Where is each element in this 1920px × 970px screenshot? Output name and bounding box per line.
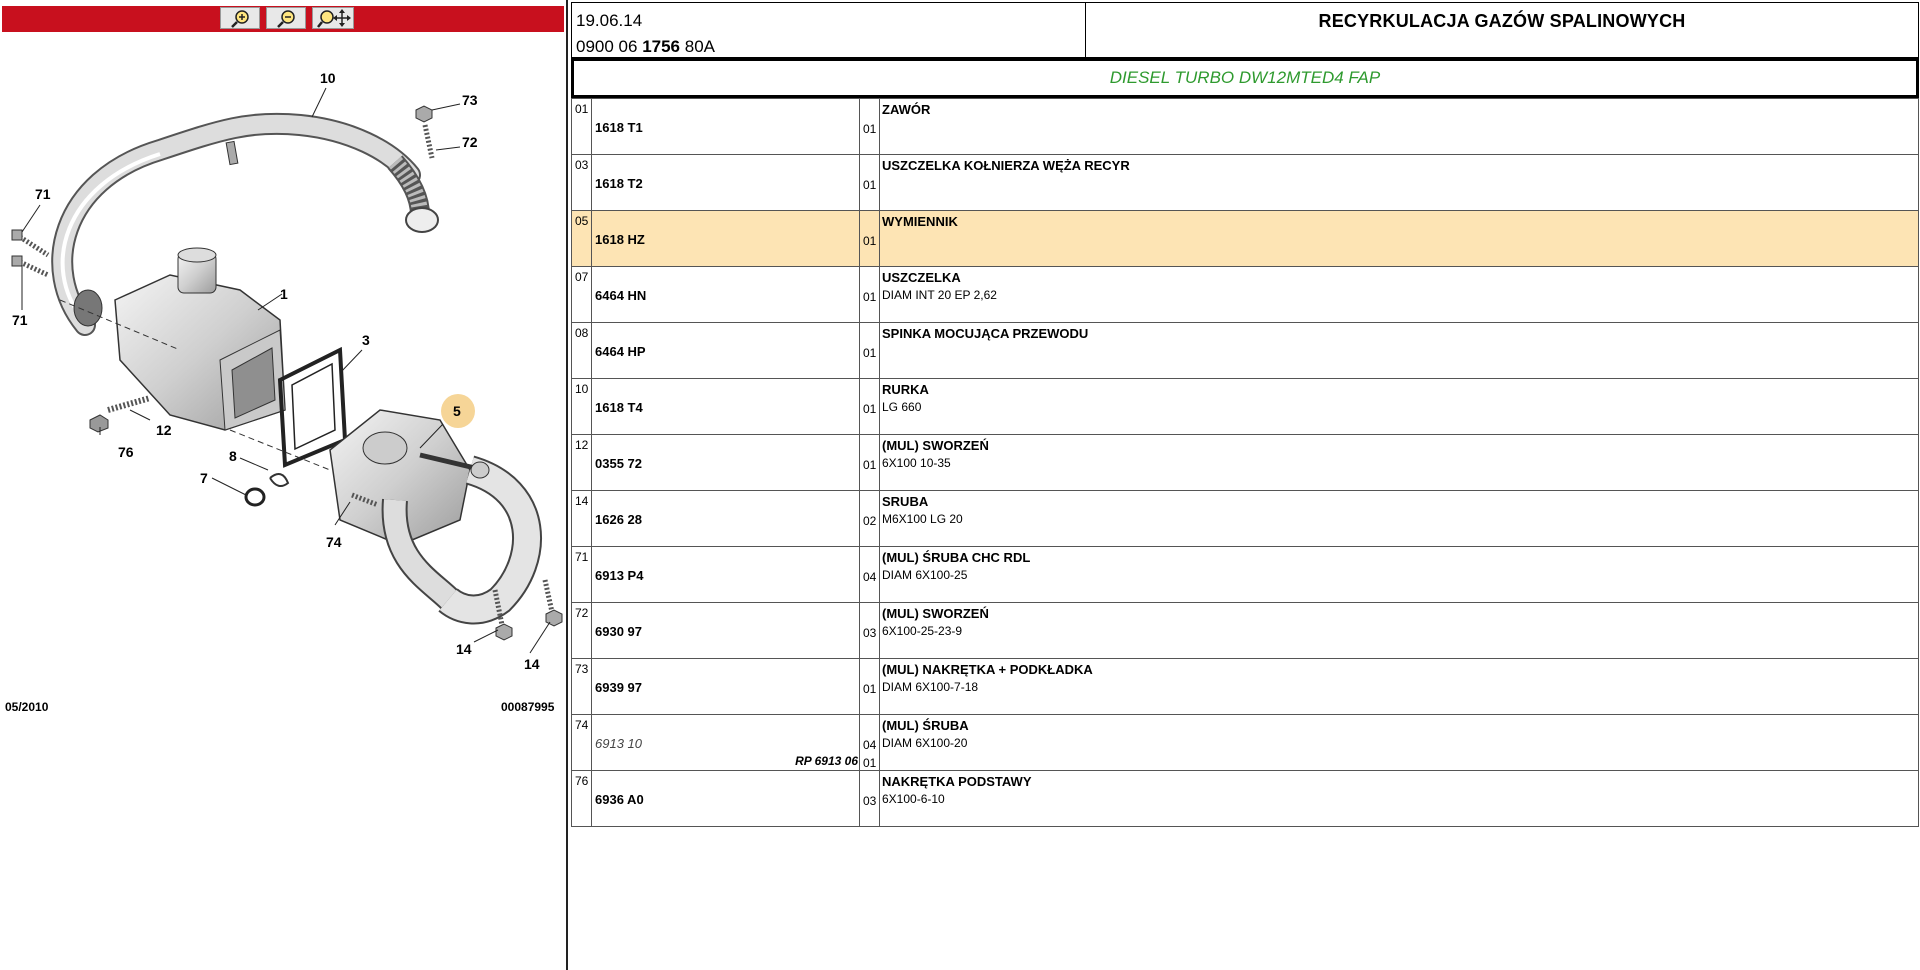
cell-quantity (860, 659, 880, 715)
part-reference[interactable]: 1626 28 (595, 512, 642, 527)
part-name: NAKRĘTKA PODSTAWY (882, 774, 1032, 789)
callout-73[interactable]: 73 (462, 92, 478, 108)
cell-description (880, 603, 1919, 659)
part-name: (MUL) ŚRUBA CHC RDL (882, 550, 1031, 565)
part-spec: 6X100-25-23-9 (882, 624, 963, 638)
table-row[interactable] (572, 659, 1919, 715)
cell-reference[interactable] (592, 771, 860, 827)
quantity: 04 (863, 738, 877, 752)
part-reference[interactable]: 1618 T1 (595, 120, 643, 135)
cell-quantity (860, 211, 880, 267)
callout-5[interactable]: 5 (453, 403, 461, 419)
table-row[interactable] (572, 99, 1919, 155)
callout-12[interactable]: 12 (156, 422, 172, 438)
part-spec: DIAM 6X100-20 (882, 736, 968, 750)
cell-quantity (860, 435, 880, 491)
part-reference[interactable]: 6464 HP (595, 344, 646, 359)
cell-quantity (860, 491, 880, 547)
cell-reference[interactable] (592, 715, 860, 771)
part-reference[interactable]: 6913 10 (595, 736, 642, 751)
cell-description (880, 659, 1919, 715)
table-row[interactable] (572, 435, 1919, 491)
table-row[interactable] (572, 603, 1919, 659)
zoom-in-button[interactable] (220, 7, 260, 29)
cell-reference[interactable] (592, 267, 860, 323)
part-reference[interactable]: 1618 HZ (595, 232, 645, 247)
cell-position (572, 379, 592, 435)
callout-76[interactable]: 76 (118, 444, 134, 460)
table-row[interactable] (572, 211, 1919, 267)
part-name: (MUL) ŚRUBA (882, 718, 969, 733)
callout-74[interactable]: 74 (326, 534, 342, 550)
cell-position (572, 715, 592, 771)
quantity: 01 (863, 402, 877, 416)
position-number: 01 (575, 102, 589, 116)
part-name: WYMIENNIK (882, 214, 958, 229)
cell-reference[interactable] (592, 155, 860, 211)
parts-pane (570, 0, 1920, 970)
part-name: (MUL) SWORZEŃ (882, 606, 989, 621)
quantity: 01 (863, 346, 877, 360)
cell-description (880, 715, 1919, 771)
position-number: 14 (575, 494, 589, 508)
pan-button[interactable] (312, 7, 354, 29)
header-meta (572, 3, 1086, 57)
callout-3[interactable]: 3 (362, 332, 370, 348)
zoom-pan-icon (313, 8, 353, 28)
part-name: ZAWÓR (882, 102, 931, 117)
cell-quantity (860, 603, 880, 659)
callout-71[interactable]: 71 (35, 186, 51, 202)
cell-quantity (860, 715, 880, 771)
part-name: (MUL) NAKRĘTKA + PODKŁADKA (882, 662, 1093, 677)
cell-quantity (860, 379, 880, 435)
cell-quantity (860, 155, 880, 211)
part-name: USZCZELKA KOŁNIERZA WĘŻA RECYR (882, 158, 1130, 173)
part-reference[interactable]: 6464 HN (595, 288, 647, 303)
table-row[interactable] (572, 379, 1919, 435)
position-number: 05 (575, 214, 589, 228)
diagram-code: 00087995 (501, 700, 555, 714)
header-reference (576, 37, 715, 57)
cell-reference[interactable] (592, 323, 860, 379)
position-number: 72 (575, 606, 589, 620)
part-spec: DIAM INT 20 EP 2,62 (882, 288, 997, 302)
callout-14[interactable]: 14 (456, 641, 472, 657)
quantity: 02 (863, 514, 877, 528)
ref-suffix: 80A (684, 37, 715, 56)
cell-quantity (860, 547, 880, 603)
table-row[interactable] (572, 155, 1919, 211)
cell-position (572, 659, 592, 715)
quantity: 01 (863, 234, 877, 248)
cell-description (880, 547, 1919, 603)
part-reference[interactable]: 6939 97 (595, 680, 642, 695)
part-spec: LG 660 (882, 400, 922, 414)
cell-description (880, 379, 1919, 435)
zoom-in-icon (221, 8, 259, 28)
callout-1[interactable]: 1 (280, 286, 288, 302)
callout-14[interactable]: 14 (524, 656, 540, 672)
exploded-parts-diagram (0, 40, 568, 700)
zoom-out-icon (267, 8, 305, 28)
diagram-toolbar (2, 6, 564, 32)
cell-position (572, 99, 592, 155)
cell-quantity (860, 267, 880, 323)
cell-quantity (860, 323, 880, 379)
cell-position (572, 211, 592, 267)
cell-position (572, 155, 592, 211)
cell-reference[interactable] (592, 491, 860, 547)
cell-description (880, 99, 1919, 155)
parts-table (571, 98, 1919, 827)
cell-reference[interactable] (592, 547, 860, 603)
quantity: 03 (863, 626, 877, 640)
table-row[interactable] (572, 715, 1919, 771)
part-spec: 6X100-6-10 (882, 792, 945, 806)
part-spec: 6X100 10-35 (882, 456, 951, 470)
callout-10[interactable]: 10 (320, 70, 336, 86)
cell-position (572, 323, 592, 379)
ref-prefix: 0900 06 (576, 37, 638, 56)
part-name: SRUBA (882, 494, 929, 509)
table-row[interactable] (572, 267, 1919, 323)
position-number: 07 (575, 270, 589, 284)
callout-72[interactable]: 72 (462, 134, 478, 150)
part-name: SPINKA MOCUJĄCA PRZEWODU (882, 326, 1089, 341)
cell-position (572, 491, 592, 547)
position-number: 71 (575, 550, 589, 564)
ref-bold: 1756 (642, 37, 681, 56)
cell-reference[interactable] (592, 211, 860, 267)
quantity: 01 (863, 682, 877, 696)
part-name: RURKA (882, 382, 929, 397)
cell-description (880, 211, 1919, 267)
table-row[interactable] (572, 547, 1919, 603)
position-number: 03 (575, 158, 589, 172)
position-number: 10 (575, 382, 589, 396)
part-name: USZCZELKA (882, 270, 961, 285)
cell-description (880, 323, 1919, 379)
engine-model: DIESEL TURBO DW12MTED4 FAP (571, 58, 1919, 98)
cell-description (880, 491, 1919, 547)
part-spec: M6X100 LG 20 (882, 512, 963, 526)
part-reference[interactable]: 1618 T4 (595, 400, 643, 415)
cell-reference[interactable] (592, 379, 860, 435)
cell-reference[interactable] (592, 603, 860, 659)
callout-8[interactable]: 8 (229, 448, 237, 464)
quantity: 01 (863, 122, 877, 136)
part-reference[interactable]: 6913 P4 (595, 568, 644, 583)
cell-reference[interactable] (592, 99, 860, 155)
page-header (571, 2, 1919, 58)
zoom-out-button[interactable] (266, 7, 306, 29)
replacement-quantity: 01 (863, 756, 877, 770)
cell-position (572, 771, 592, 827)
position-number: 74 (575, 718, 589, 732)
cell-position (572, 603, 592, 659)
part-spec: DIAM 6X100-25 (882, 568, 968, 582)
callout-7[interactable]: 7 (200, 470, 208, 486)
cell-quantity (860, 99, 880, 155)
table-row[interactable] (572, 491, 1919, 547)
quantity: 01 (863, 290, 877, 304)
table-row[interactable] (572, 771, 1919, 827)
position-number: 73 (575, 662, 589, 676)
page-title: RECYRKULACJA GAZÓW SPALINOWYCH (1318, 11, 1686, 31)
position-number: 12 (575, 438, 589, 452)
position-number: 76 (575, 774, 589, 788)
header-date: 19.06.14 (576, 11, 643, 30)
quantity: 03 (863, 794, 877, 808)
part-reference[interactable]: 1618 T2 (595, 176, 643, 191)
cell-description (880, 771, 1919, 827)
cell-description (880, 435, 1919, 491)
position-number: 08 (575, 326, 589, 340)
quantity: 01 (863, 458, 877, 472)
cell-reference[interactable] (592, 435, 860, 491)
part-reference[interactable]: 0355 72 (595, 456, 642, 471)
cell-position (572, 267, 592, 323)
diagram-pane (0, 0, 568, 970)
cell-description (880, 155, 1919, 211)
quantity: 01 (863, 178, 877, 192)
callout-71[interactable]: 71 (12, 312, 28, 328)
cell-reference[interactable] (592, 659, 860, 715)
part-name: (MUL) SWORZEŃ (882, 438, 989, 453)
table-row[interactable] (572, 323, 1919, 379)
quantity: 04 (863, 570, 877, 584)
cell-quantity (860, 771, 880, 827)
part-spec: DIAM 6X100-7-18 (882, 680, 979, 694)
cell-position (572, 547, 592, 603)
part-reference[interactable]: 6930 97 (595, 624, 642, 639)
cell-description (880, 267, 1919, 323)
part-reference[interactable]: 6936 A0 (595, 792, 644, 807)
cell-position (572, 435, 592, 491)
diagram-date: 05/2010 (5, 700, 49, 714)
replacement-reference[interactable]: RP 6913 06 (795, 754, 858, 768)
